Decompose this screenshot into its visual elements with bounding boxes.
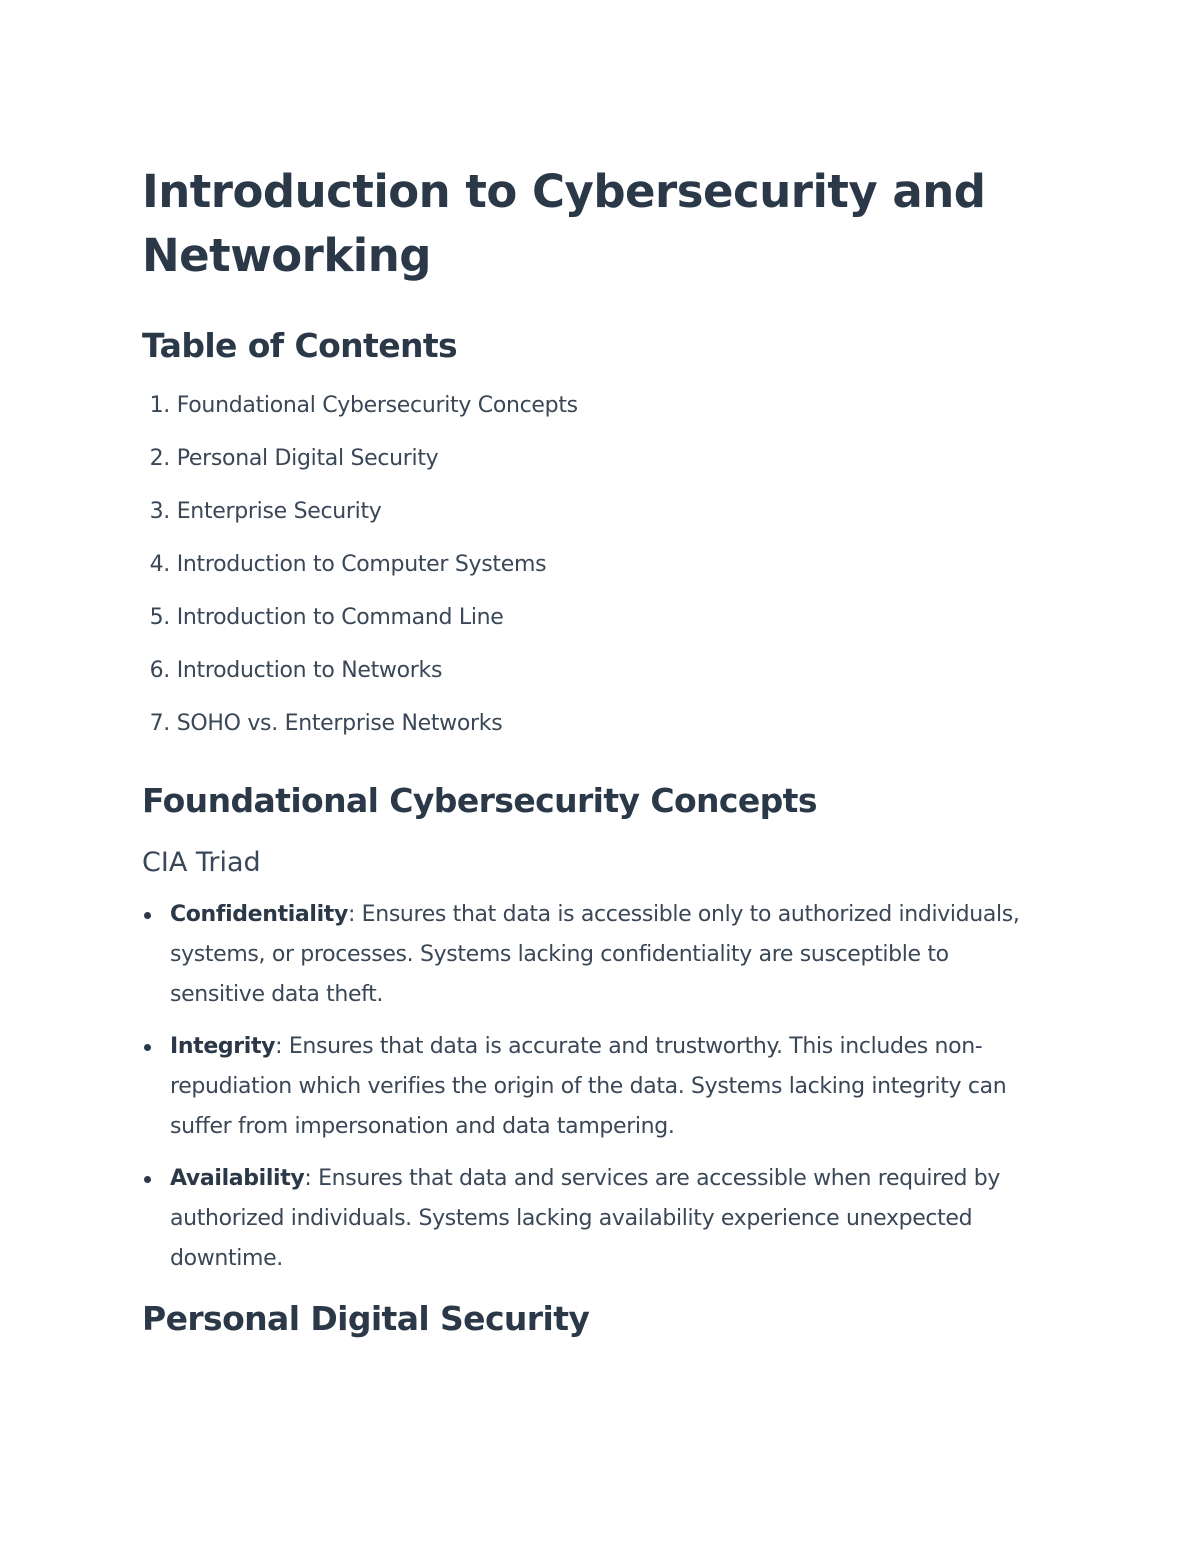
toc-item-label: Enterprise Security <box>176 499 382 524</box>
bullet-term: Integrity <box>170 1034 276 1059</box>
bullet-item <box>142 895 1032 1015</box>
toc-item[interactable] <box>142 496 1042 549</box>
toc-item-number: 3. <box>149 499 170 524</box>
bullet-dot-icon <box>144 1044 151 1051</box>
bullet-text: : Ensures that data and services are accessible when required by authorized individuals. Systems lacking availability experience unexpected downtime. <box>170 1166 1001 1271</box>
document-title: Introduction to Cybersecurity and Networking <box>142 165 986 282</box>
subsection-heading: CIA Triad <box>142 847 261 878</box>
toc-item-number: 2. <box>149 446 170 471</box>
toc-item-label: SOHO vs. Enterprise Networks <box>176 711 503 736</box>
section-heading: Foundational Cybersecurity Concepts <box>142 781 817 820</box>
toc-item-label: Foundational Cybersecurity Concepts <box>176 393 578 418</box>
toc-item-number: 1. <box>149 393 170 418</box>
toc-item-number: 7. <box>149 711 170 736</box>
bullet-dot-icon <box>144 912 151 919</box>
toc-item[interactable] <box>142 549 1042 602</box>
toc-item[interactable] <box>142 655 1042 708</box>
bullet-text: : Ensures that data is accurate and trustworthy. This includes non-repudiation which verifies the origin of the data. Systems lacking integrity can suffer from impersonation and data tampering. <box>170 1034 1007 1139</box>
toc-item[interactable] <box>142 443 1042 496</box>
toc-item-number: 6. <box>149 658 170 683</box>
bullet-text: : Ensures that data is accessible only to authorized individuals, systems, or processes. Systems lacking confidentiality are susceptible to sensitive data theft. <box>170 902 1020 1007</box>
bullet-term: Confidentiality <box>170 902 348 927</box>
bullet-item <box>142 1159 1032 1279</box>
toc-item[interactable] <box>142 390 1042 443</box>
toc-item-label: Introduction to Command Line <box>176 605 504 630</box>
toc-item-number: 4. <box>149 552 170 577</box>
toc-item-label: Introduction to Computer Systems <box>176 552 547 577</box>
toc-item[interactable] <box>142 602 1042 655</box>
toc-heading: Table of Contents <box>142 326 458 365</box>
document-page <box>142 160 1042 1341</box>
toc-item-label: Personal Digital Security <box>176 446 439 471</box>
section-heading: Personal Digital Security <box>142 1299 590 1338</box>
bullet-item <box>142 1027 1032 1147</box>
bullet-term: Availability <box>170 1166 305 1191</box>
bullet-list <box>142 895 1042 1279</box>
bullet-dot-icon <box>144 1176 151 1183</box>
toc-item-label: Introduction to Networks <box>176 658 443 683</box>
toc-item[interactable] <box>142 708 1042 761</box>
toc-item-number: 5. <box>149 605 170 630</box>
table-of-contents <box>142 390 1042 761</box>
